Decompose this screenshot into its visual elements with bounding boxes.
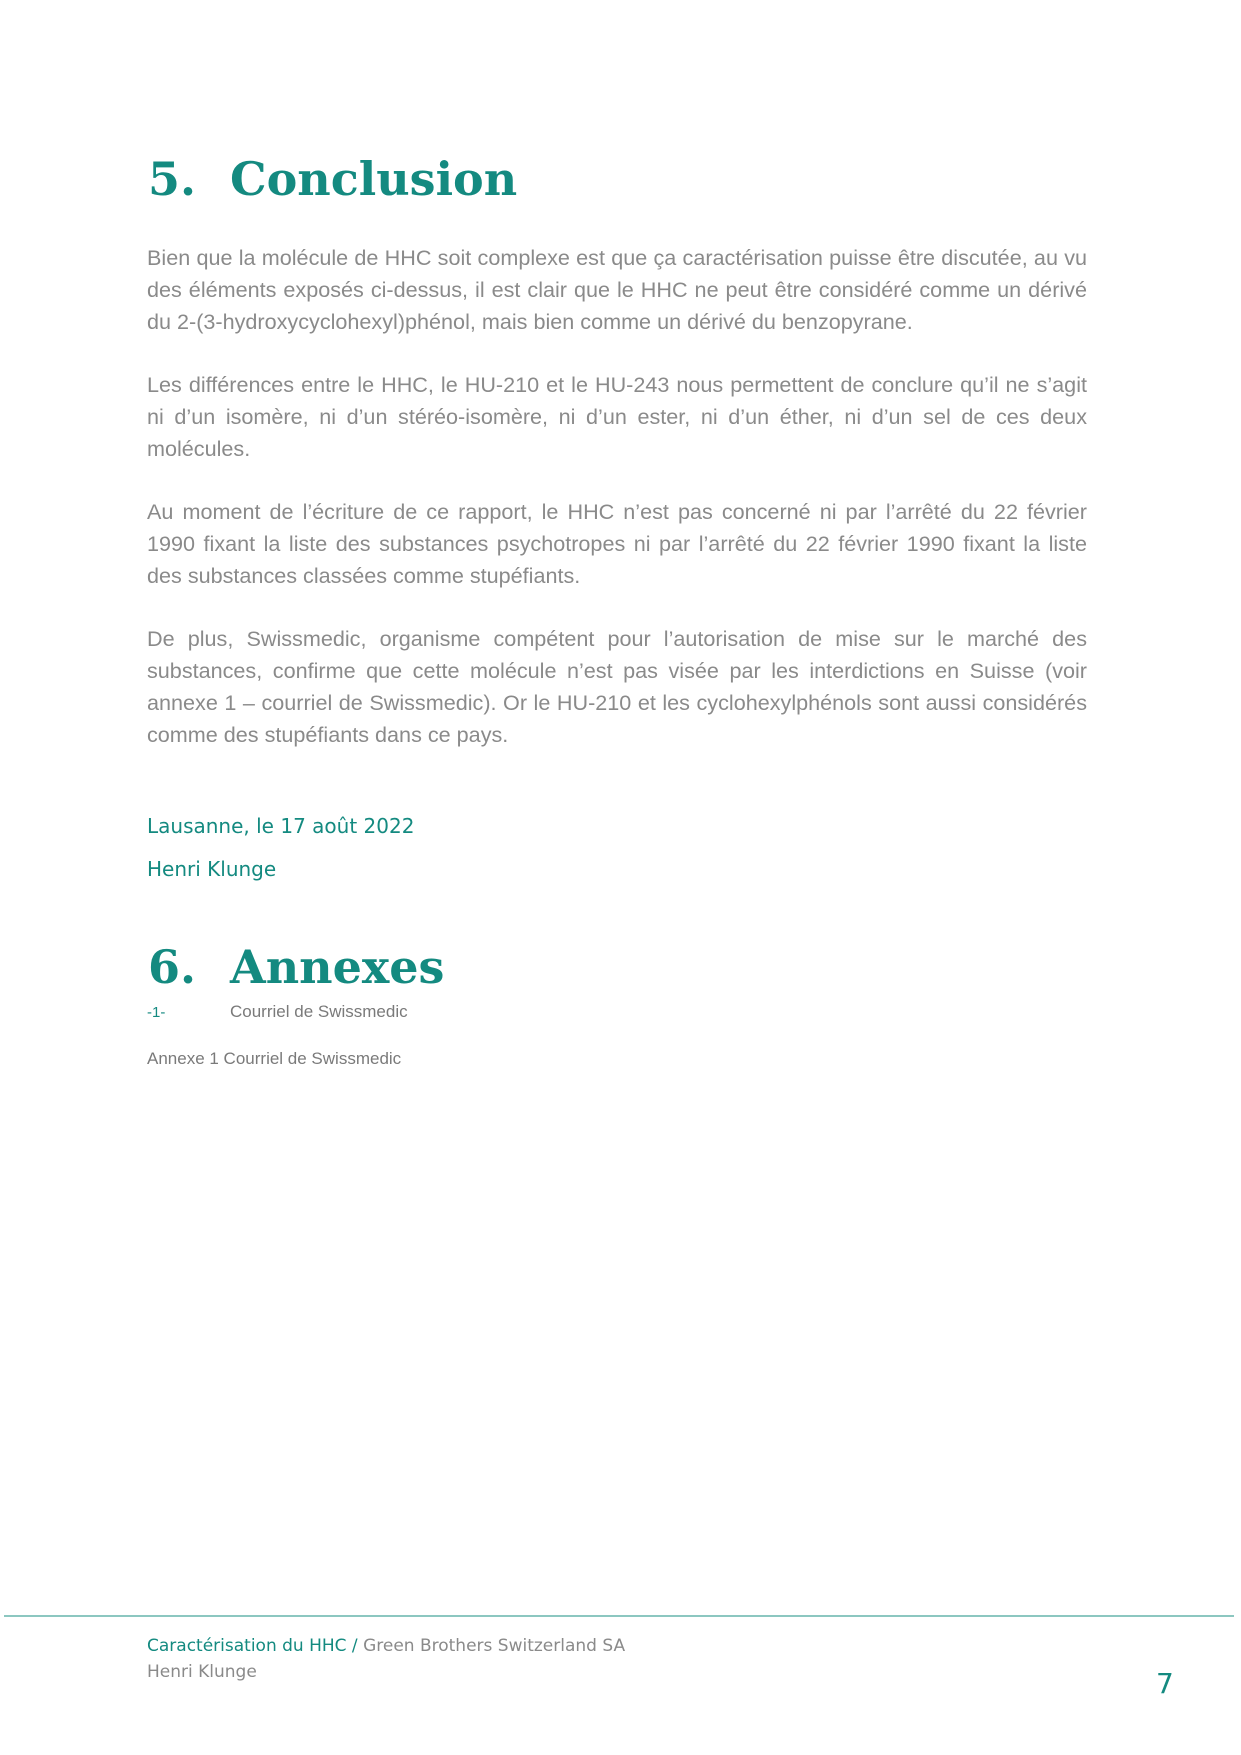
heading-annexes: [148, 940, 445, 994]
page-number: 7: [1156, 1667, 1174, 1700]
annex-caption: Annexe 1 Courriel de Swissmedic: [147, 1049, 402, 1068]
heading-conclusion: [148, 152, 518, 206]
conclusion-body: [147, 242, 1087, 782]
footer-author: Henri Klunge: [147, 1662, 257, 1682]
annex-list-label[interactable]: Courriel de Swissmedic: [230, 1002, 408, 1021]
heading-title: Conclusion: [230, 152, 518, 206]
paragraph: Les différences entre le HHC, le HU-210 et le HU-243 nous permettent de conclure qu’il ne s’agit ni d’un isomère, ni d’un stéréo-isomère, ni d’un ester, ni d’un éther, ni d’un sel de ces deux molécules.: [147, 372, 1087, 461]
signature-place-date: Lausanne, le 17 août 2022: [147, 814, 415, 838]
signature-author: Henri Klunge: [147, 857, 277, 881]
footer-divider: [4, 1615, 1234, 1617]
heading-title: Annexes: [230, 940, 445, 994]
annex-list-number: -1-: [147, 1004, 166, 1021]
paragraph: Bien que la molécule de HHC soit complexe est que ça caractérisation puisse être discutée, au vu des éléments exposés ci-dessus, il est clair que le HHC ne peut être considéré comme un dérivé du 2-(3-hydroxycyclohexyl)phénol, mais bien comme un dérivé du benzopyrane.: [147, 245, 1087, 334]
heading-number: 5.: [148, 152, 197, 206]
footer-company: Green Brothers Switzerland SA: [357, 1636, 626, 1656]
paragraph: De plus, Swissmedic, organisme compétent pour l’autorisation de mise sur le marché des substances, confirme que cette molécule n’est pas visée par les interdictions en Suisse (voir annexe 1 – courriel de Swissmedic). Or le HU-210 et les cyclohexylphénols sont aussi considérés comme des stupéfiants dans ce pays.: [147, 626, 1087, 747]
footer-doc-title: Caractérisation du HHC /: [147, 1636, 358, 1656]
footer-doc-info: [147, 1638, 625, 1655]
heading-number: 6.: [148, 940, 197, 994]
paragraph: Au moment de l’écriture de ce rapport, le HHC n’est pas concerné ni par l’arrêté du 22 février 1990 fixant la liste des substances psychotropes ni par l’arrêté du 22 février 1990 fixant la liste des substances classées comme stupéfiants.: [147, 499, 1087, 588]
